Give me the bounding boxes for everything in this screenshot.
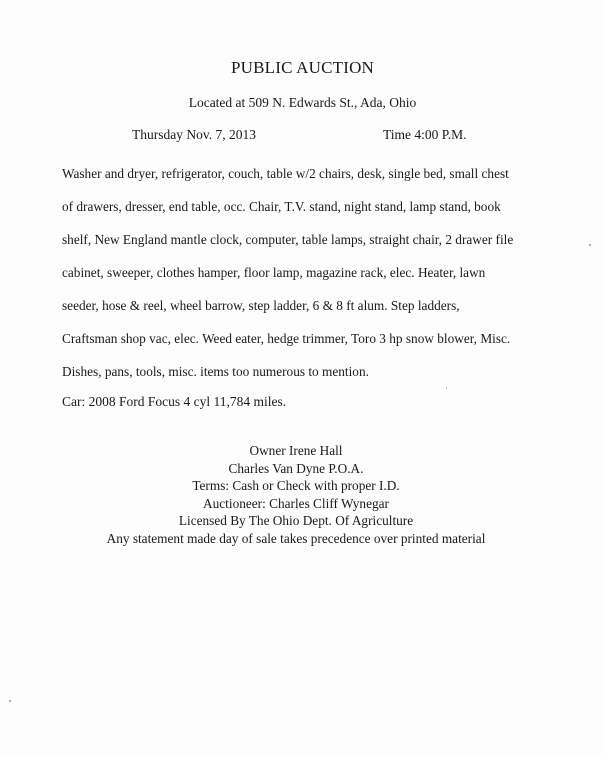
sale-time: Time 4:00 P.M. — [383, 127, 467, 142]
statement-line: Any statement made day of sale takes precedence over printed material — [106, 530, 486, 546]
sale-date: Thursday Nov. 7, 2013 — [132, 127, 256, 142]
scan-speck — [446, 387, 447, 389]
owner-line: Owner Irene Hall — [249, 443, 343, 458]
items-line: shelf, New England mantle clock, computer, table lamps, straight chair, 2 drawer file — [62, 232, 514, 247]
items-line: Craftsman shop vac, elec. Weed eater, hedge trimmer, Toro 3 hp snow blower, Misc. — [62, 331, 511, 346]
location-line: Located at 509 N. Edwards St., Ada, Ohio — [188, 95, 417, 110]
items-line: Dishes, pans, tools, misc. items too numerous to mention. — [62, 364, 369, 379]
page-title: PUBLIC AUCTION — [230, 58, 375, 77]
poa-line: Charles Van Dyne P.O.A. — [228, 460, 364, 476]
items-line: seeder, hose & reel, wheel barrow, step ladder, 6 & 8 ft alum. Step ladders, — [62, 298, 460, 313]
auctioneer-line: Auctioneer: Charles Cliff Wynegar — [203, 495, 389, 511]
items-line: cabinet, sweeper, clothes hamper, floor lamp, magazine rack, elec. Heater, lawn — [62, 265, 486, 280]
license-line: Licensed By The Ohio Dept. Of Agriculture — [178, 513, 414, 528]
terms-line: Terms: Cash or Check with proper I.D. — [192, 478, 400, 493]
items-line: Washer and dryer, refrigerator, couch, table w/2 chairs, desk, single bed, small chest — [62, 166, 509, 181]
scan-speck — [9, 700, 11, 702]
footer-block — [0, 442, 592, 547]
scan-speck — [589, 244, 591, 246]
items-list — [62, 157, 552, 388]
car-line: Car: 2008 Ford Focus 4 cyl 11,784 miles. — [62, 394, 287, 409]
items-line: of drawers, dresser, end table, occ. Chair, T.V. stand, night stand, lamp stand, book — [62, 199, 501, 214]
